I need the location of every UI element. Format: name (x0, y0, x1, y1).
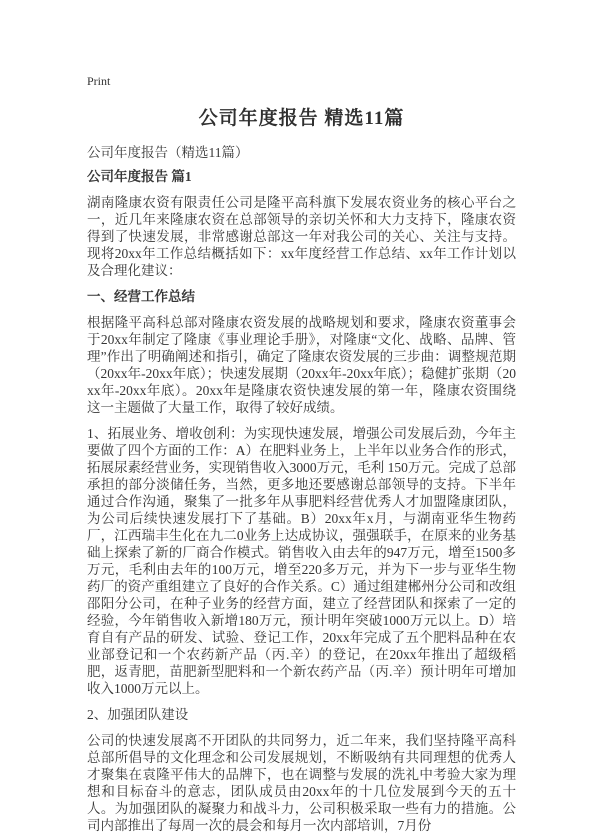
document-subtitle: 公司年度报告（精选11篇） (87, 145, 249, 160)
section-heading-pian-1: 公司年度报告 篇1 (87, 169, 192, 184)
business-expansion-paragraph: 1、拓展业务、增收创利：为实现快速发展，增强公司发展后劲，今年主要做了四个方面的工作：A）在肥料业务上，上半年以业务合作的形式，拓展尿素经营业务，实现销售收入3000万元，毛利 150万元。完成了总部承担的部分淡储任务，当然，更多地还要感谢总部领导的支持。下半年通过合作沟通，聚集了一批多年从事肥料经营优秀人才加盟隆康团队，为公司后续快速发展打下了基础。B）20xx年x月，与湖南亚华生物药厂，江西瑞丰生化在九二0业务上达成协议，强强联手，在原来的业务基础上探索了新的厂商合作模式。销售收入由去年的947万元，增至1500多万元，毛利由去年的100万元，增至220多万元，并为下一步与亚华生物药厂的资产重组建立了良好的合作关系。C）通过组建郴州分公司和改组邵阳分公司，在种子业务的经营方面，建立了经营团队和探索了一定的经验，今年销售收入新增180万元，预计明年突破1000万元以上。D）培育自有产品的研发、试验、登记工作，20xx年完成了五个肥料品种在农业部登记和一个农药新产品（丙.辛）的登记，在20xx年推出了超级稻肥，返青肥，苗肥新型肥料和一个新农药产品（丙.辛）预计明年可增加收入1000万元以上。 (87, 426, 516, 696)
document-title: 公司年度报告 精选11篇 (198, 108, 405, 129)
intro-paragraph: 湖南隆康农资有限责任公司是隆平高科旗下发展农资业务的核心平台之一，近几年来隆康农资在总部领导的亲切关怀和大力支持下，隆康农资得到了快速发展，非常感谢总部这一年对我公司的关心、关注与支持。现将20xx年工作总结概括如下：xx年度经营工作总结、xx年工作计划以及合理化建议： (87, 195, 516, 278)
strategy-paragraph: 根据隆平高科总部对隆康农资发展的战略规划和要求，隆康农资董事会于20xx年制定了隆康《事业理论手册》，对隆康“文化、战略、品牌、管理”作出了明确阐述和指引，确定了隆康农资发展的三步曲：调整规范期（20xx年-20xx年底）；快速发展期（20xx年-20xx年底）；稳健扩张期（20xx年-20xx年底）。20xx年是隆康农资快速发展的第一年，隆康农资围绕这一主题做了大量工作，取得了较好成绩。 (87, 315, 516, 415)
print-link[interactable]: Print (87, 74, 111, 88)
subsection-heading-team-building: 2、加强团队建设 (87, 707, 189, 722)
section-heading-business-summary: 一、经营工作总结 (87, 289, 195, 304)
team-building-paragraph: 公司的快速发展离不开团队的共同努力，近二年来，我们坚持隆平高科总部所倡导的文化理念和公司发展规划，不断吸纳有共同理想的优秀人才聚集在袁隆平伟大的品牌下，也在调整与发展的洗礼中考验大家为理想和目标奋斗的意志，团队成员由20xx年的十几位发展到今天的五十人。为加强团队的凝聚力和战斗力，公司积极采取一些有力的措施。公司内部推出了每周一次的晨会和每月一次内部培训，7月份 (87, 733, 516, 833)
